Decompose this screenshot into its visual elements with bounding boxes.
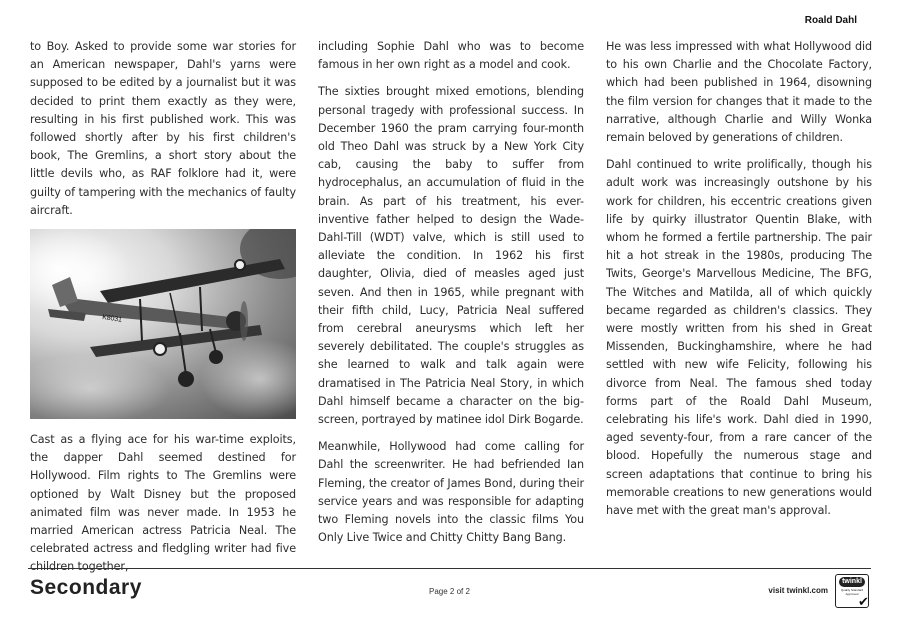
biplane-photo	[30, 229, 296, 419]
paragraph: He was less impressed with what Hollywood did to his own Charlie and the Chocolate Factory, which had been published in 1964, disowning the film version for changes that it made to the narrative, although Charlie and Willy Wonka remain beloved by generations of children.	[606, 40, 872, 145]
paragraph: including Sophie Dahl who was to become famous in her own right as a model and cook.	[318, 40, 584, 72]
page-number: Page 2 of 2	[429, 587, 470, 596]
checkmark-icon: ✔	[858, 595, 869, 610]
paragraph: Meanwhile, Hollywood had come calling for Dahl the screenwriter. He had befriended Ian Fleming, the creator of James Bond, during their service years and was responsible for adapting two Fleming novels into the classic films You Only Live Twice and Chitty Chitty Bang Bang.	[318, 440, 584, 545]
logo-subtitle: Quality Standard Approved	[840, 588, 864, 596]
logo-word: twinkl	[839, 577, 865, 587]
text-column-2	[318, 38, 584, 556]
text-column-1	[30, 38, 296, 586]
footer-divider	[28, 568, 871, 569]
plane-marking: K8031	[101, 314, 123, 324]
paragraph: Cast as a flying ace for his war-time exploits, the dapper Dahl seemed destined for Hollywood. Film rights to The Gremlins were optioned by Walt Disney but the proposed animated film was never made. In 1953 he married American actress Patricia Neal. The celebrated actress and fledgling writer had five children together,	[30, 433, 296, 574]
visit-link[interactable]: visit twinkl.com	[768, 586, 828, 595]
paragraph: to Boy. Asked to provide some war stories for an American newspaper, Dahl's yarns were supposed to be edited by a journalist but it was decided to print them exactly as they were, resulting in his first published work. This was followed shortly after by his first children's book, The Gremlins, a short story about the little devils who, as RAF folklore had it, were guilty of tampering with the mechanics of faulty aircraft.	[30, 40, 296, 217]
biplane-illustration	[30, 229, 296, 419]
paragraph: Dahl continued to write prolifically, though his adult work was increasingly outshone by his work for children, his eccentric creations given life by quirky illustrator Quentin Blake, with whom he formed a fertile partnership. The pair hit a hot streak in the 1980s, producing The Twits, George's Marvellous Medicine, The BFG, The Witches and Matilda, all of which quickly became regarded as children's classics. They were mostly written from his shed in Great Missenden, Buckinghamshire, where he had settled with new wife Felicity, following his divorce from Neal. The famous shed today forms part of the Roald Dahl Museum, celebrating his life's work. Dahl died in 1990, aged seventy-four, from a rare cancer of the blood. Hopefully the numerous stage and screen adaptations that continue to bring his memorable creations to new generations would have met with the great man's approval.	[606, 158, 872, 518]
text-column-3	[606, 38, 872, 529]
brand-logo-text: Secondary	[30, 576, 142, 599]
page-header-title: Roald Dahl	[804, 15, 857, 26]
paragraph: The sixties brought mixed emotions, blending personal tragedy with professional success. In December 1960 the pram carrying four-month old Theo Dahl was struck by a New York City cab, causing the baby to suffer from hydrocephalus, an accumulation of fluid in the brain. As part of his treatment, his ever-inventive father helped to design the Wade-Dahl-Till (WDT) valve, which is still used to alleviate the condition. In 1962 his first daughter, Olivia, died of measles aged just seven. And then in 1965, while pregnant with their fifth child, Lucy, Patricia Neal suffered from cerebral aneurysms which left her severely debilitated. The couple's struggles as she learned to walk and talk again were dramatised in The Patricia Neal Story, in which Dahl himself became a character on the big-screen, portrayed by matinee idol Dirk Bogarde.	[318, 85, 584, 427]
